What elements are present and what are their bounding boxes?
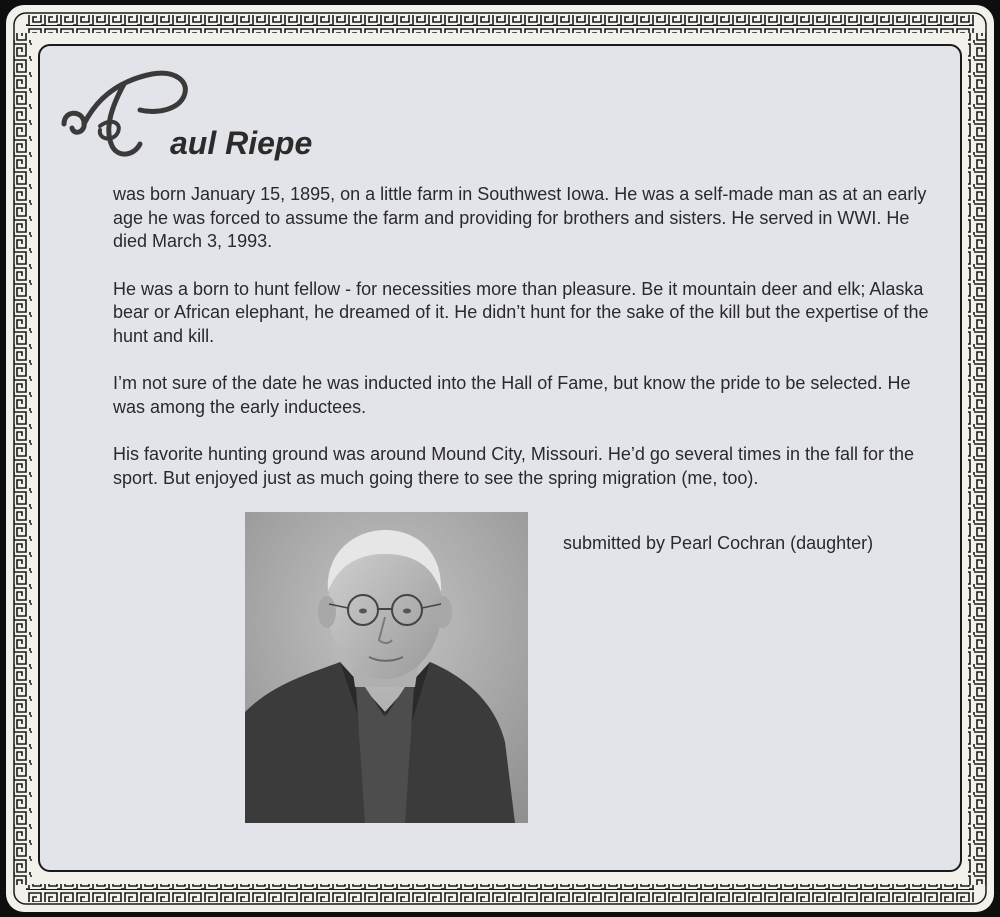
title-text: aul Riepe [170,125,313,161]
paragraph-4: His favorite hunting ground was around Mound City, Missouri. He’d go several times in the fall for the sport. But enjoyed just as much going there to see the spring migration (me, too). [113,444,915,488]
paragraph-3: I’m not sure of the date he was inducted into the Hall of Fame, but know the pride to be selected. He was among the early inductees. [113,373,911,417]
paragraph-2: He was a born to hunt fellow - for necessities more than pleasure. Be it mountain deer and elk; Alaska bear or African elephant, he dreamed of it. He didn’t hunt for the sake of the kill but the expertise of the hunt and kill. [113,278,929,346]
credit-line: submitted by Pearl Cochran (daughter) [563,533,874,553]
biography-text [113,183,943,514]
page-title [60,66,380,166]
portrait-photo [245,512,528,823]
paragraph-1: was born January 15, 1895, on a little farm in Southwest Iowa. He was a self-made man as at an early age he was forced to assume the farm and providing for brothers and sisters. He served in WWI. He died March 3, 1993. [113,184,927,251]
